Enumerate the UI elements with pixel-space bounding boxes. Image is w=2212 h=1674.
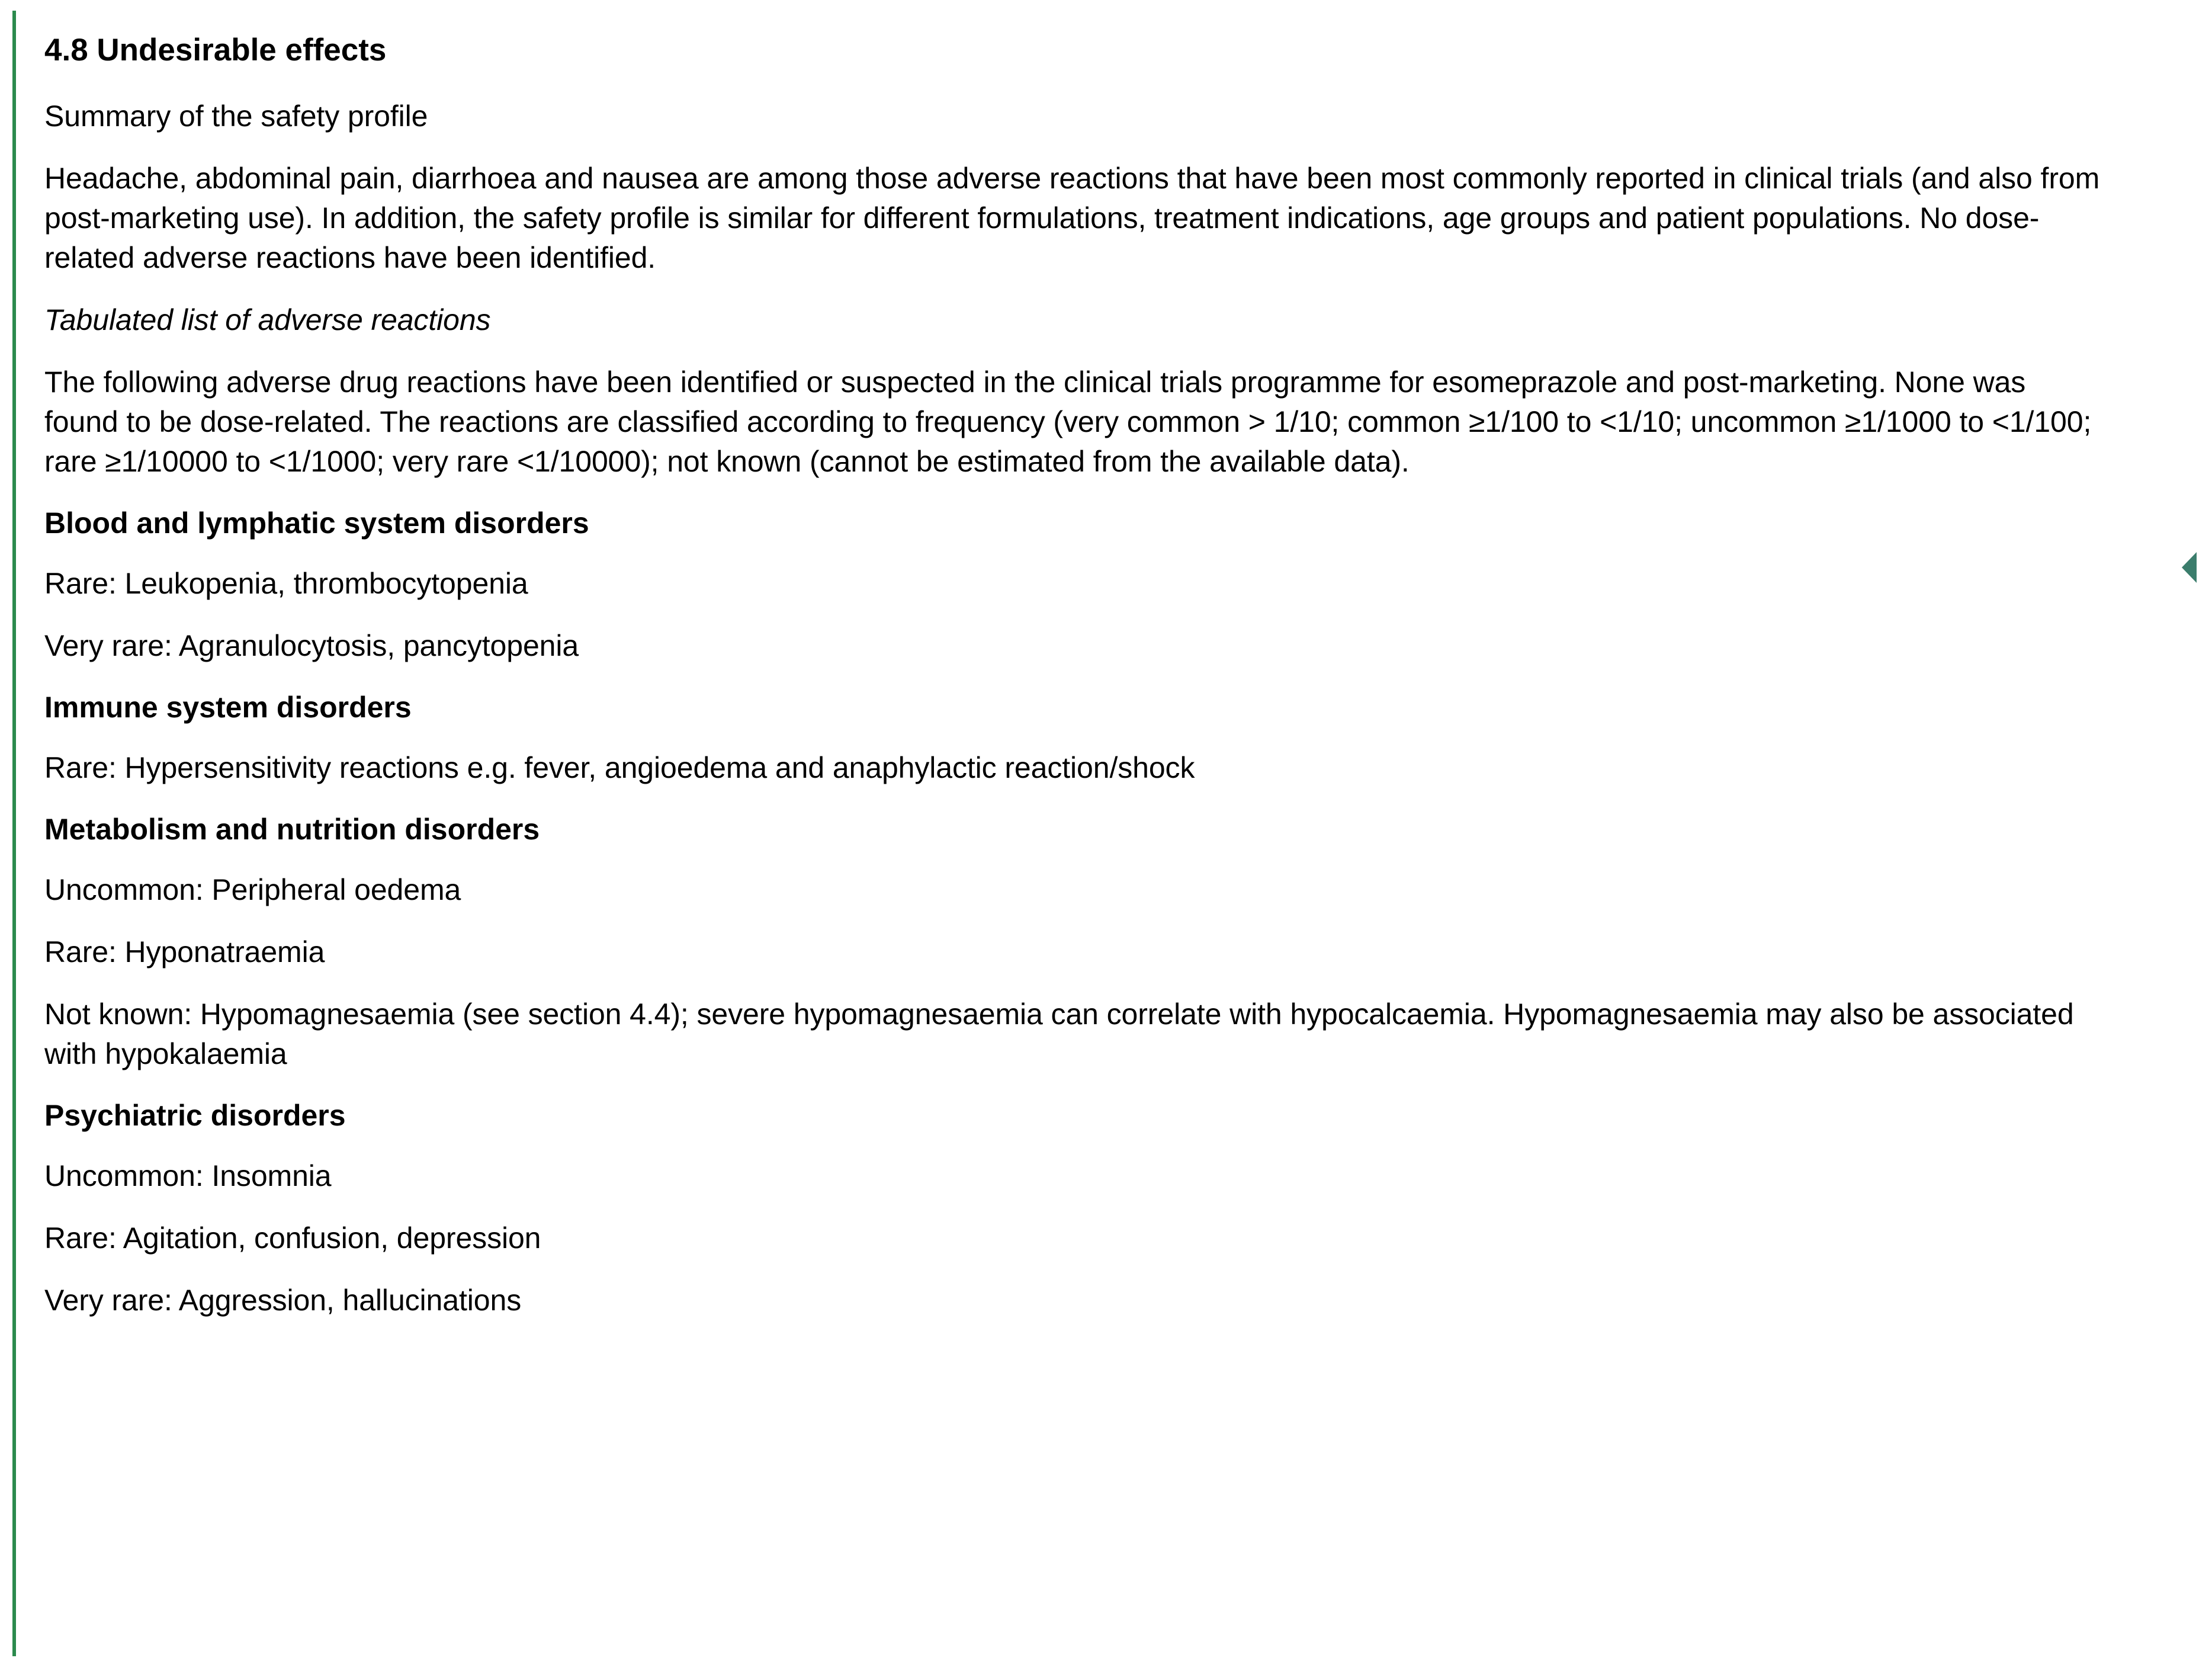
- adverse-reaction-entry: Rare: Leukopenia, thrombocytopenia: [44, 567, 528, 601]
- disorder-heading-metabolism-and-nutrition: Metabolism and nutrition disorders: [44, 813, 540, 846]
- disorder-heading-psychiatric: Psychiatric disorders: [44, 1099, 346, 1133]
- adverse-reaction-entry: Rare: Hyponatraemia: [44, 935, 325, 969]
- adverse-reaction-entry: Uncommon: Insomnia: [44, 1159, 332, 1193]
- summary-paragraph: Headache, abdominal pain, diarrhoea and nausea are among those adverse reactions that have been most commonly reported in clinical trials (and also from post-marketing use). In addition, the safety profile is similar for different formulations, treatment indications, age groups and patient populations. No dose-related adverse reactions have been identified.: [44, 162, 2100, 275]
- page-title: 4.8 Undesirable effects: [44, 33, 387, 68]
- triangle-left-icon[interactable]: [2182, 552, 2197, 583]
- adverse-reaction-entry: Uncommon: Peripheral oedema: [44, 873, 461, 907]
- adverse-reaction-entry: Very rare: Aggression, hallucinations: [44, 1284, 522, 1317]
- adverse-reaction-entry: Rare: Agitation, confusion, depression: [44, 1221, 541, 1255]
- adverse-reaction-entry: Not known: Hypomagnesaemia (see section 4.4); severe hypomagnesaemia can correlate with hypocalcaemia. Hypomagnesaemia may also be associated with hypokalaemia: [44, 998, 2074, 1071]
- adverse-reaction-entry: Rare: Hypersensitivity reactions e.g. fever, angioedema and anaphylactic reaction/shock: [44, 751, 1195, 785]
- frequency-classification-paragraph: The following adverse drug reactions have been identified or suspected in the clinical trials programme for esomeprazole and post-marketing. None was found to be dose-related. The reactions are classified according to frequency (very common > 1/10; common ≥1/100 to <1/10; uncommon ≥1/1000 to <1/100; rare ≥1/10000 to <1/1000; very rare <1/10000); not known (cannot be estimated from the available data).: [44, 365, 2092, 479]
- left-section-rule: [12, 11, 16, 1656]
- adverse-reaction-entry: Very rare: Agranulocytosis, pancytopenia: [44, 629, 579, 663]
- disorder-heading-blood-and-lymphatic: Blood and lymphatic system disorders: [44, 506, 589, 540]
- disorder-heading-immune-system: Immune system disorders: [44, 691, 412, 724]
- document-body: [44, 0, 2159, 1343]
- summary-heading: Summary of the safety profile: [44, 100, 428, 133]
- tabulated-list-heading: Tabulated list of adverse reactions: [44, 303, 491, 337]
